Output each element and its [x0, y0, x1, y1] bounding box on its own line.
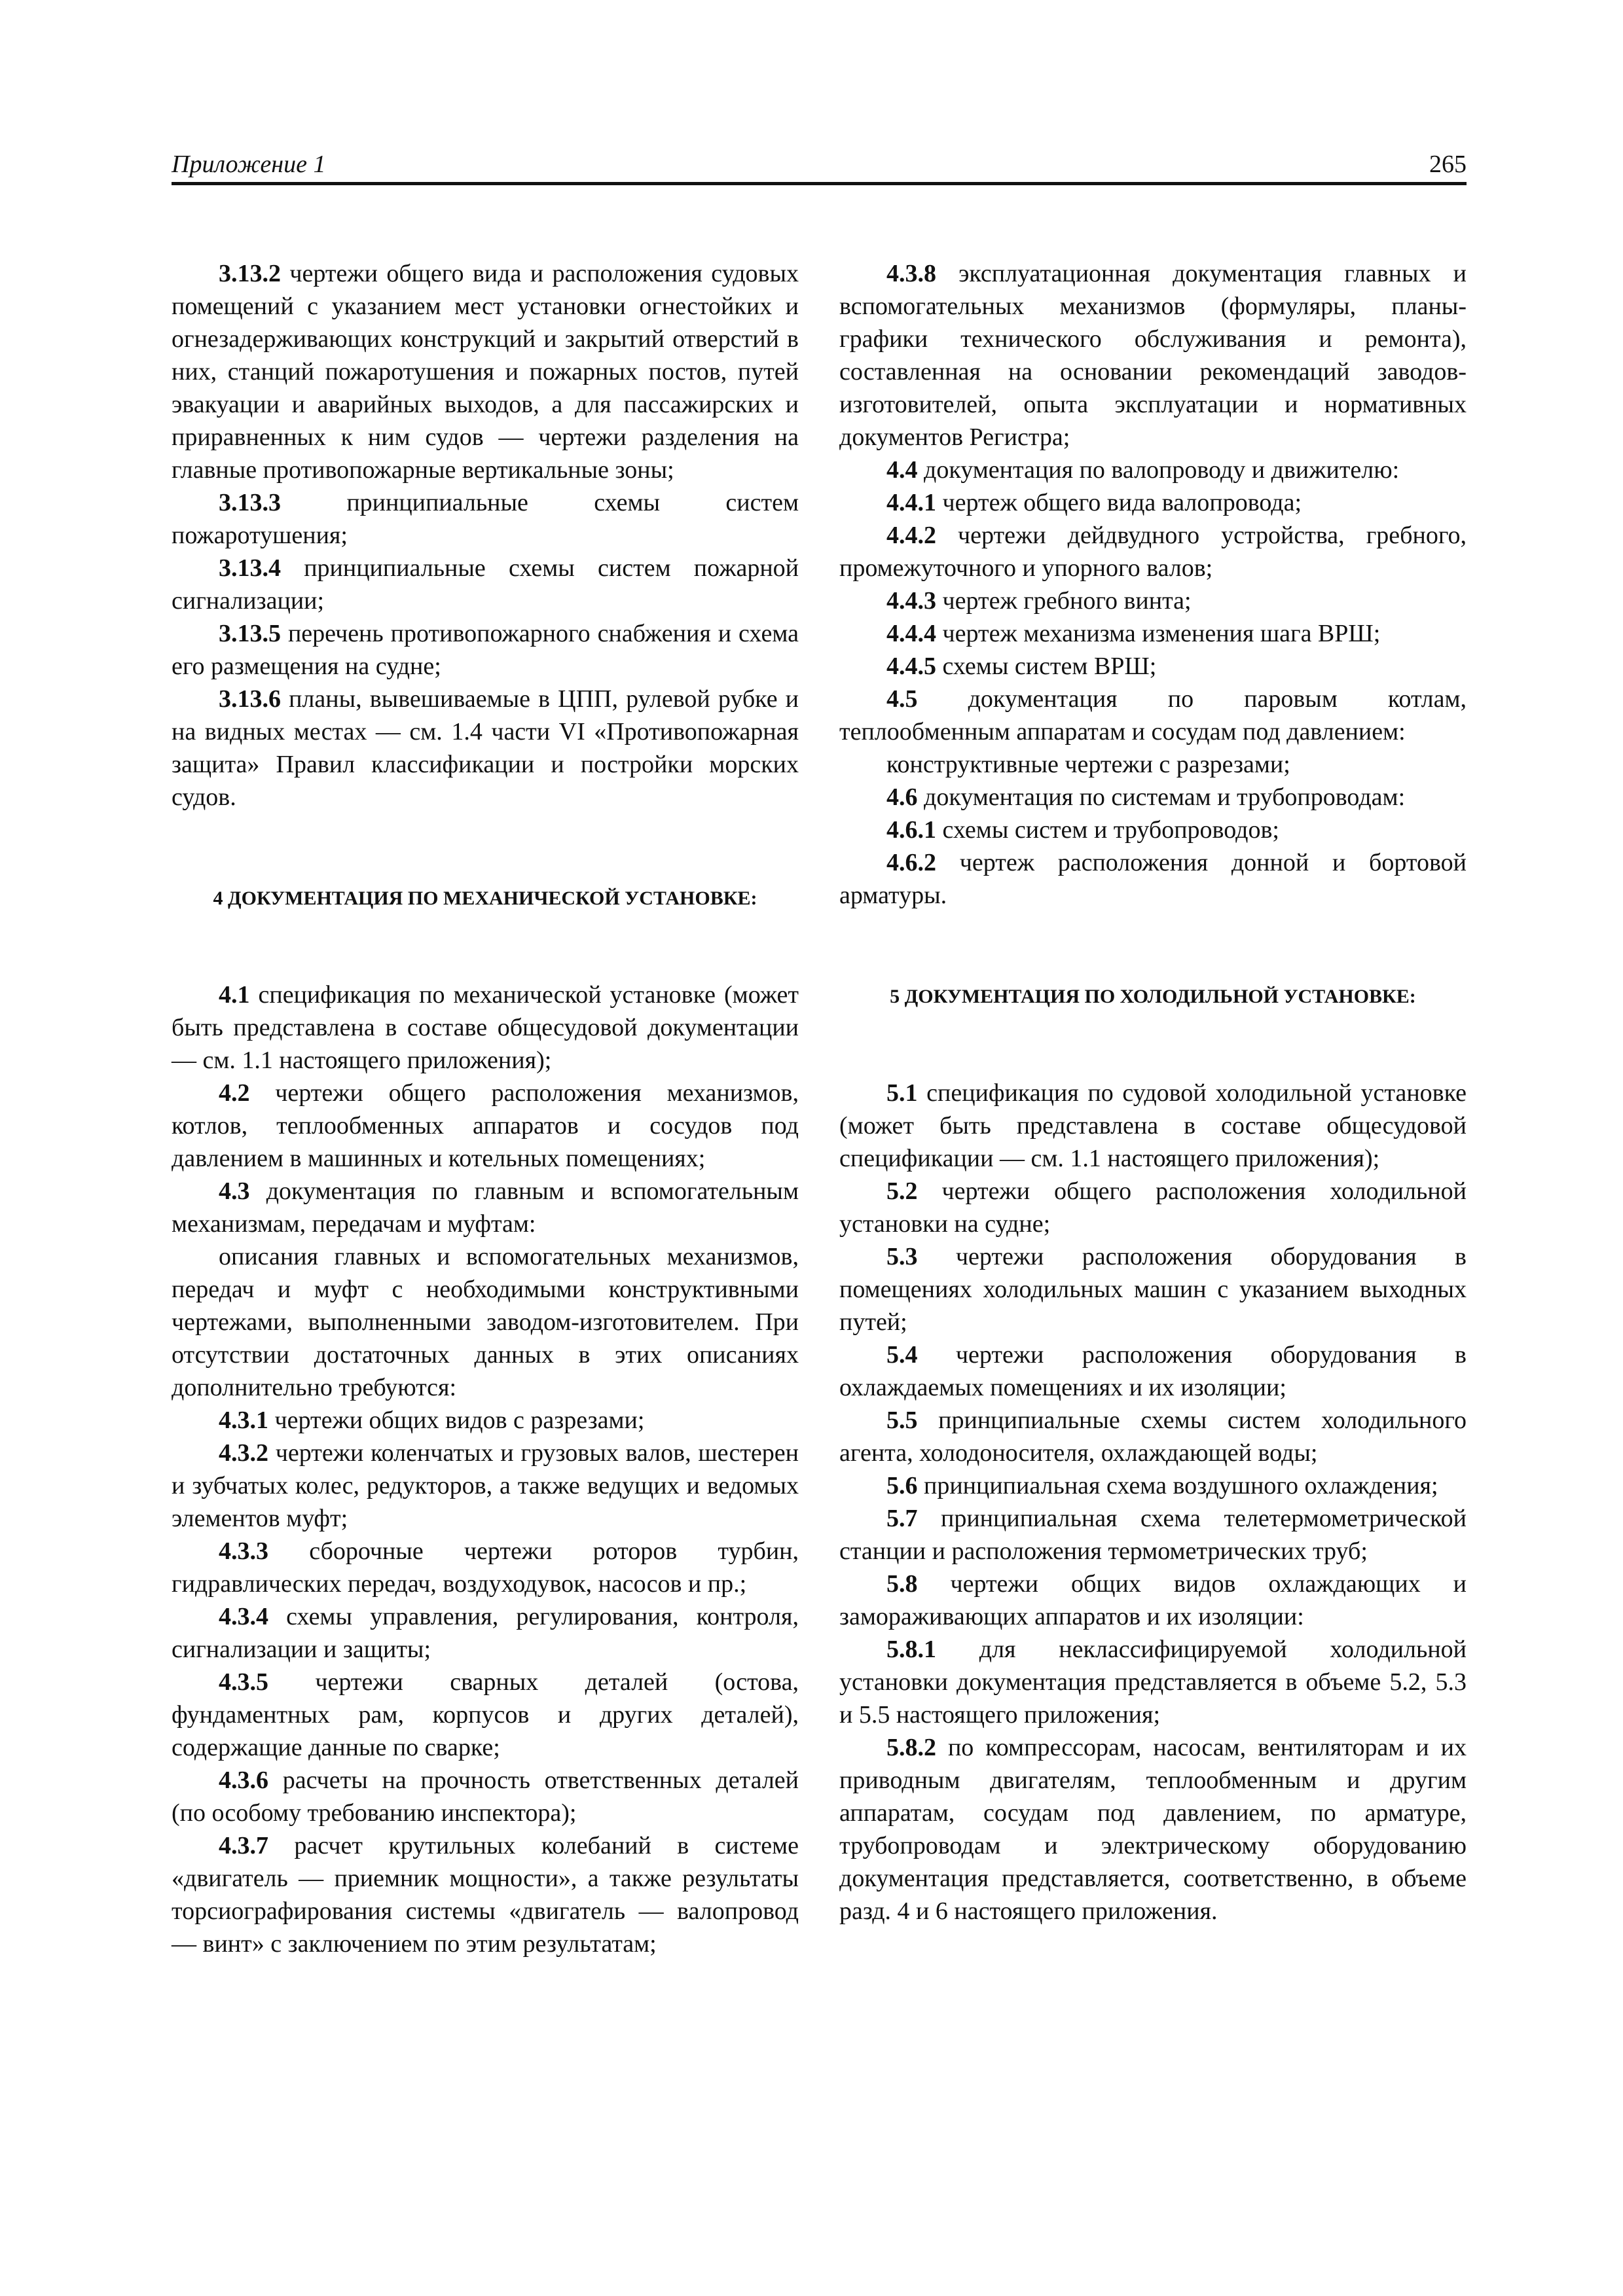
item-number: 3.13.3 — [219, 489, 281, 516]
item-number: 4.3.4 — [219, 1603, 268, 1630]
list-item — [839, 486, 1467, 519]
list-item — [839, 846, 1467, 912]
item-text: чертежи общего вида и расположения судовых помещений с указанием мест установки огнестойких и огнезадерживающих конструкций и закрытий отверстий в них, станций пожаротушения и пожарных постов, путей эвакуации и аварийных выходов, а для пассажирских и приравненных к ним судов — чертежи разделения на главные противопожарные вертикальные зоны; — [172, 260, 799, 484]
list-item — [172, 1764, 799, 1829]
item-number: 5.3 — [886, 1243, 918, 1270]
item-number: 4.4.2 — [886, 522, 936, 549]
list-item — [839, 1469, 1467, 1502]
item-text: конструктивные чертежи с разрезами; — [886, 751, 1290, 778]
section-5-heading: 5 ДОКУМЕНТАЦИЯ ПО ХОЛОДИЛЬНОЙ УСТАНОВКЕ: — [890, 986, 1416, 1007]
item-text: описания главных и вспомогательных механизмов, передач и муфт с необходимыми конструктивными чертежами, выполненными заводом-изготовителем. При отсутствии достаточных данных в этих описаниях дополнительно требуются: — [172, 1243, 799, 1401]
item-text: принципиальная схема телетермометрической станции и расположения термометрических труб; — [839, 1505, 1467, 1565]
item-text: чертежи сварных деталей (остова, фундаментных рам, корпусов и других деталей), содержащие данные по сварке; — [172, 1668, 799, 1761]
item-text: чертежи коленчатых и грузовых валов, шестерен и зубчатых колес, редукторов, а также ведущих и ведомых элементов муфт; — [172, 1439, 799, 1532]
list-item — [839, 1404, 1467, 1469]
item-number: 5.1 — [886, 1079, 918, 1107]
item-number: 4.3.1 — [219, 1407, 268, 1434]
item-text: чертежи общих видов с разрезами; — [268, 1407, 645, 1434]
item-text: чертеж механизма изменения шага ВРШ; — [936, 620, 1381, 647]
item-number: 5.2 — [886, 1177, 918, 1205]
list-item — [172, 1535, 799, 1600]
list-item — [172, 1077, 799, 1175]
section-4-heading: 4 ДОКУМЕНТАЦИЯ ПО МЕХАНИЧЕСКОЙ УСТАНОВКЕ: — [213, 888, 757, 909]
item-number: 4.6.1 — [886, 816, 936, 844]
item-text: эксплуатационная документация главных и вспомогательных механизмов (формуляры, планы-графики технического обслуживания и ремонта), составленная на основании рекомендаций заводов-изготовителей, опыта эксплуатации и нормативных документов Регистра; — [839, 260, 1467, 451]
item-number: 4.4.4 — [886, 620, 936, 647]
list-item — [839, 454, 1467, 486]
list-item — [172, 1175, 799, 1240]
item-number: 3.13.2 — [219, 260, 281, 287]
list-item — [839, 1633, 1467, 1731]
item-number: 4.3.8 — [886, 260, 936, 287]
list-item — [172, 683, 799, 814]
item-number: 4.3 — [219, 1177, 250, 1205]
list-item — [839, 1338, 1467, 1404]
list-item — [172, 1240, 799, 1404]
item-number: 5.6 — [886, 1472, 918, 1499]
item-number: 3.13.4 — [219, 554, 281, 582]
list-item — [839, 1568, 1467, 1633]
item-text: чертежи общего расположения холодильной установки на судне; — [839, 1177, 1467, 1238]
item-text: сборочные чертежи роторов турбин, гидравлических передач, воздуходувок, насосов и пр.; — [172, 1537, 799, 1598]
item-text: расчет крутильных колебаний в системе «двигатель — приемник мощности», а также результаты торсиографирования системы «двигатель — валопровод — винт» с заключением по этим результатам; — [172, 1832, 799, 1958]
item-text: планы, вывешиваемые в ЦПП, рулевой рубке и на видных местах — см. 1.4 части VI «Противопожарная защита» Правил классификации и постройки морских судов. — [172, 685, 799, 811]
item-text: перечень противопожарного снабжения и схема его размещения на судне; — [172, 620, 799, 680]
right-items-top — [839, 257, 1467, 912]
item-number: 4.3.6 — [219, 1767, 268, 1794]
list-item — [172, 617, 799, 683]
list-item — [839, 1175, 1467, 1240]
item-text: схемы систем и трубопроводов; — [936, 816, 1279, 844]
page-header — [172, 149, 1467, 185]
item-text: схемы систем ВРШ; — [936, 653, 1157, 680]
list-item — [172, 1600, 799, 1666]
item-number: 5.8.1 — [886, 1636, 936, 1663]
header-title: Приложение 1 — [172, 151, 326, 178]
item-text: принципиальная схема воздушного охлаждения; — [917, 1472, 1438, 1499]
item-text: чертеж гребного винта; — [936, 587, 1192, 615]
list-item — [839, 519, 1467, 584]
item-number: 3.13.6 — [219, 685, 281, 713]
list-item — [839, 781, 1467, 814]
item-number: 4.6.2 — [886, 849, 936, 876]
item-text: документация по главным и вспомогательным механизмам, передачам и муфтам: — [172, 1177, 799, 1238]
item-text: спецификация по судовой холодильной установке (может быть представлена в составе общесудовой спецификации — см. 1.1 настоящего приложения); — [839, 1079, 1467, 1172]
list-item — [839, 257, 1467, 454]
section-4-items — [172, 978, 799, 1960]
item-number: 4.4.5 — [886, 653, 936, 680]
item-text: для неклассифицируемой холодильной установки документация представляется в объеме 5.2, 5.3 и 5.5 настоящего приложения; — [839, 1636, 1467, 1729]
item-text: расчеты на прочность ответственных деталей (по особому требованию инспектора); — [172, 1767, 799, 1827]
list-item — [839, 1077, 1467, 1175]
list-item — [172, 257, 799, 486]
item-text: принципиальные схемы систем пожарной сигнализации; — [172, 554, 799, 615]
item-text: документация по системам и трубопроводам: — [917, 783, 1406, 811]
item-number: 5.8.2 — [886, 1734, 936, 1761]
item-number: 4.3.2 — [219, 1439, 268, 1467]
list-item — [839, 650, 1467, 683]
item-number: 4.5 — [886, 685, 918, 713]
list-item — [839, 1240, 1467, 1338]
list-item — [839, 814, 1467, 846]
list-item — [839, 1731, 1467, 1928]
list-item — [839, 584, 1467, 617]
item-number: 4.3.7 — [219, 1832, 268, 1859]
list-item — [839, 617, 1467, 650]
item-number: 4.2 — [219, 1079, 250, 1107]
item-number: 5.5 — [886, 1407, 918, 1434]
right-column — [839, 257, 1467, 1928]
item-text: чертежи расположения оборудования в охлаждаемых помещениях и их изоляции; — [839, 1341, 1467, 1401]
item-number: 5.7 — [886, 1505, 918, 1532]
list-item — [839, 748, 1467, 781]
item-text: по компрессорам, насосам, вентиляторам и их приводным двигателям, теплообменным и другим аппаратам, сосудам под давлением, по арматуре, трубопроводам и электрическому оборудованию документация представляется, соответственно, в объеме разд. 4 и 6 настоящего приложения. — [839, 1734, 1467, 1925]
left-items-top — [172, 257, 799, 814]
item-text: чертежи дейдвудного устройства, гребного, промежуточного и упорного валов; — [839, 522, 1467, 582]
left-column — [172, 257, 799, 1960]
list-item — [172, 1666, 799, 1764]
list-item — [172, 1829, 799, 1960]
section-5-items — [839, 1077, 1467, 1928]
item-number: 4.4 — [886, 456, 918, 484]
item-number: 4.6 — [886, 783, 918, 811]
item-number: 4.3.3 — [219, 1537, 268, 1565]
item-text: спецификация по механической установке (может быть представлена в составе общесудовой документации — см. 1.1 настоящего приложения); — [172, 981, 799, 1074]
list-item — [172, 978, 799, 1077]
item-number: 4.3.5 — [219, 1668, 268, 1696]
item-text: чертеж расположения донной и бортовой арматуры. — [839, 849, 1467, 909]
item-number: 4.1 — [219, 981, 250, 1009]
item-text: чертежи расположения оборудования в помещениях холодильных машин с указанием выходных путей; — [839, 1243, 1467, 1336]
item-text: чертежи общего расположения механизмов, котлов, теплообменных аппаратов и сосудов под давлением в машинных и котельных помещениях; — [172, 1079, 799, 1172]
item-text: документация по паровым котлам, теплообменным аппаратам и сосудам под давлением: — [839, 685, 1467, 745]
list-item — [839, 1502, 1467, 1568]
item-number: 5.4 — [886, 1341, 918, 1369]
item-text: схемы управления, регулирования, контроля, сигнализации и защиты; — [172, 1603, 799, 1663]
item-number: 4.4.3 — [886, 587, 936, 615]
list-item — [172, 1404, 799, 1437]
item-number: 3.13.5 — [219, 620, 281, 647]
list-item — [172, 1437, 799, 1535]
item-text: принципиальные схемы систем холодильного агента, холодоносителя, охлаждающей воды; — [839, 1407, 1467, 1467]
list-item — [172, 552, 799, 617]
item-text: чертежи общих видов охлаждающих и замораживающих аппаратов и их изоляции: — [839, 1570, 1467, 1630]
item-number: 5.8 — [886, 1570, 918, 1598]
item-text: принципиальные схемы систем пожаротушения; — [172, 489, 799, 549]
list-item — [172, 486, 799, 552]
item-text: документация по валопроводу и движителю: — [917, 456, 1400, 484]
list-item — [839, 683, 1467, 748]
page-number: 265 — [1429, 151, 1467, 178]
item-number: 4.4.1 — [886, 489, 936, 516]
item-text: чертеж общего вида валопровода; — [936, 489, 1302, 516]
